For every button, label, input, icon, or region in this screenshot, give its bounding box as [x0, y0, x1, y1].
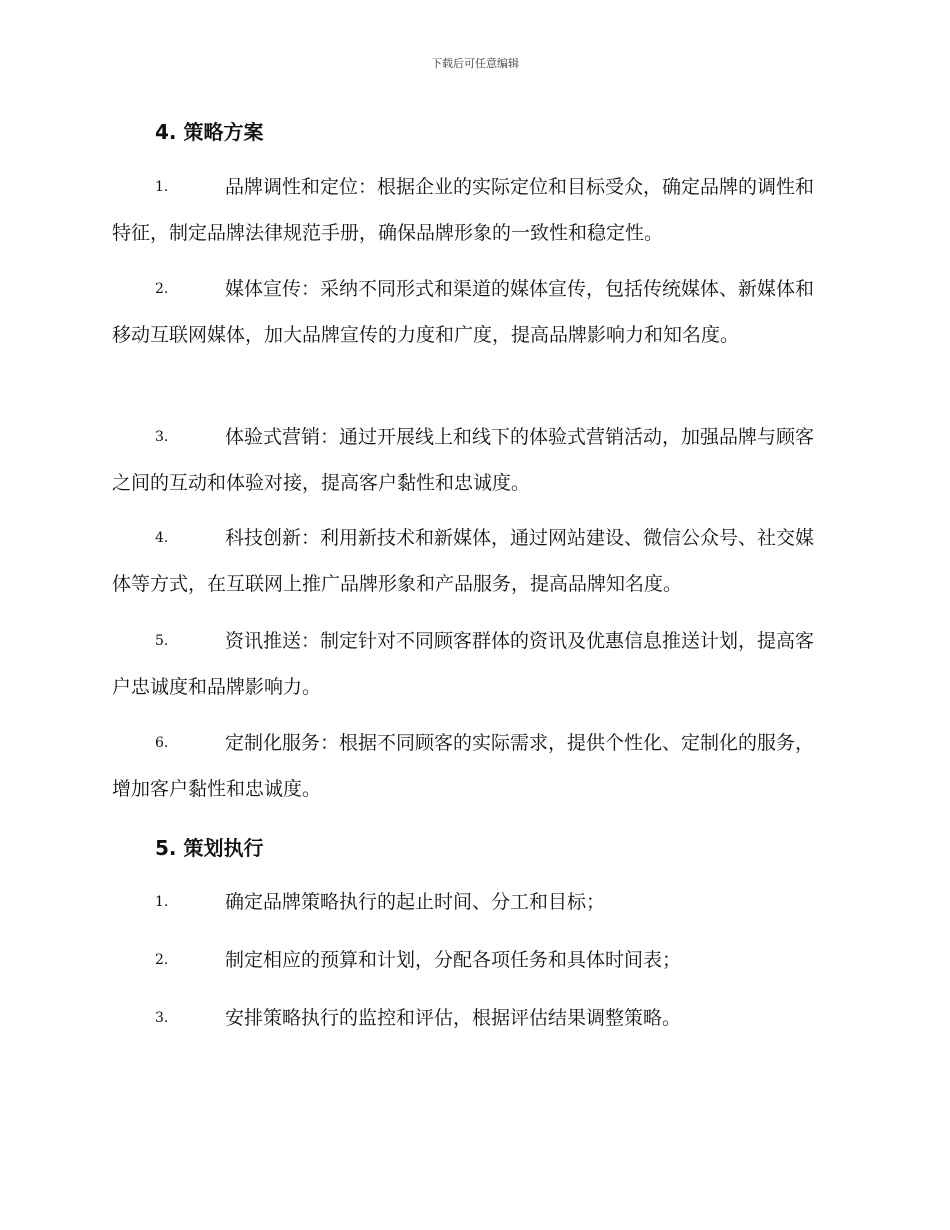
list-item-text: 科技创新：利用新技术和新媒体，通过网站建设、微信公众号、社交媒体等方式，在互联网上推广品牌形象和产品服务，提高品牌知名度。	[112, 527, 815, 595]
list-item-text: 安排策略执行的监控和评估，根据评估结果调整策略。	[225, 1007, 682, 1029]
list-item	[112, 937, 832, 983]
list-item	[112, 618, 832, 710]
list-item-text: 制定相应的预算和计划，分配各项任务和具体时间表；	[225, 949, 682, 971]
list-item-text: 媒体宣传：采纳不同形式和渠道的媒体宣传，包括传统媒体、新媒体和移动互联网媒体，加大品牌宣传的力度和广度，提高品牌影响力和知名度。	[112, 278, 815, 346]
header-note: 下载后可任意编辑	[431, 57, 519, 70]
list-item-number: 4.	[155, 530, 169, 546]
list-item	[112, 414, 832, 506]
section-heading-execution: 5. 策划执行	[155, 836, 264, 860]
list-item-number: 3.	[155, 1010, 169, 1026]
list-item-number: 2.	[155, 281, 169, 297]
section-heading-strategy: 4. 策略方案	[155, 120, 264, 144]
list-item-number: 1.	[155, 894, 169, 910]
list-item	[112, 515, 832, 607]
list-item	[112, 266, 832, 358]
list-item-number: 1.	[155, 179, 169, 195]
list-item-number: 6.	[155, 735, 169, 751]
list-item-text: 确定品牌策略执行的起止时间、分工和目标；	[225, 891, 606, 913]
list-item	[112, 879, 832, 925]
list-item-text: 资讯推送：制定针对不同顾客群体的资讯及优惠信息推送计划，提高客户忠诚度和品牌影响力。	[112, 630, 815, 698]
list-item	[112, 995, 832, 1041]
list-item-text: 体验式营销：通过开展线上和线下的体验式营销活动，加强品牌与顾客之间的互动和体验对接，提高客户黏性和忠诚度。	[112, 426, 815, 494]
list-item-text: 品牌调性和定位：根据企业的实际定位和目标受众，确定品牌的调性和特征，制定品牌法律规范手册，确保品牌形象的一致性和稳定性。	[112, 176, 815, 244]
list-item-number: 5.	[155, 633, 169, 649]
list-item	[112, 720, 832, 812]
list-item-number: 3.	[155, 429, 169, 445]
list-item-number: 2.	[155, 952, 169, 968]
list-item	[112, 164, 832, 256]
list-item-text: 定制化服务：根据不同顾客的实际需求，提供个性化、定制化的服务，增加客户黏性和忠诚度。	[112, 732, 815, 800]
